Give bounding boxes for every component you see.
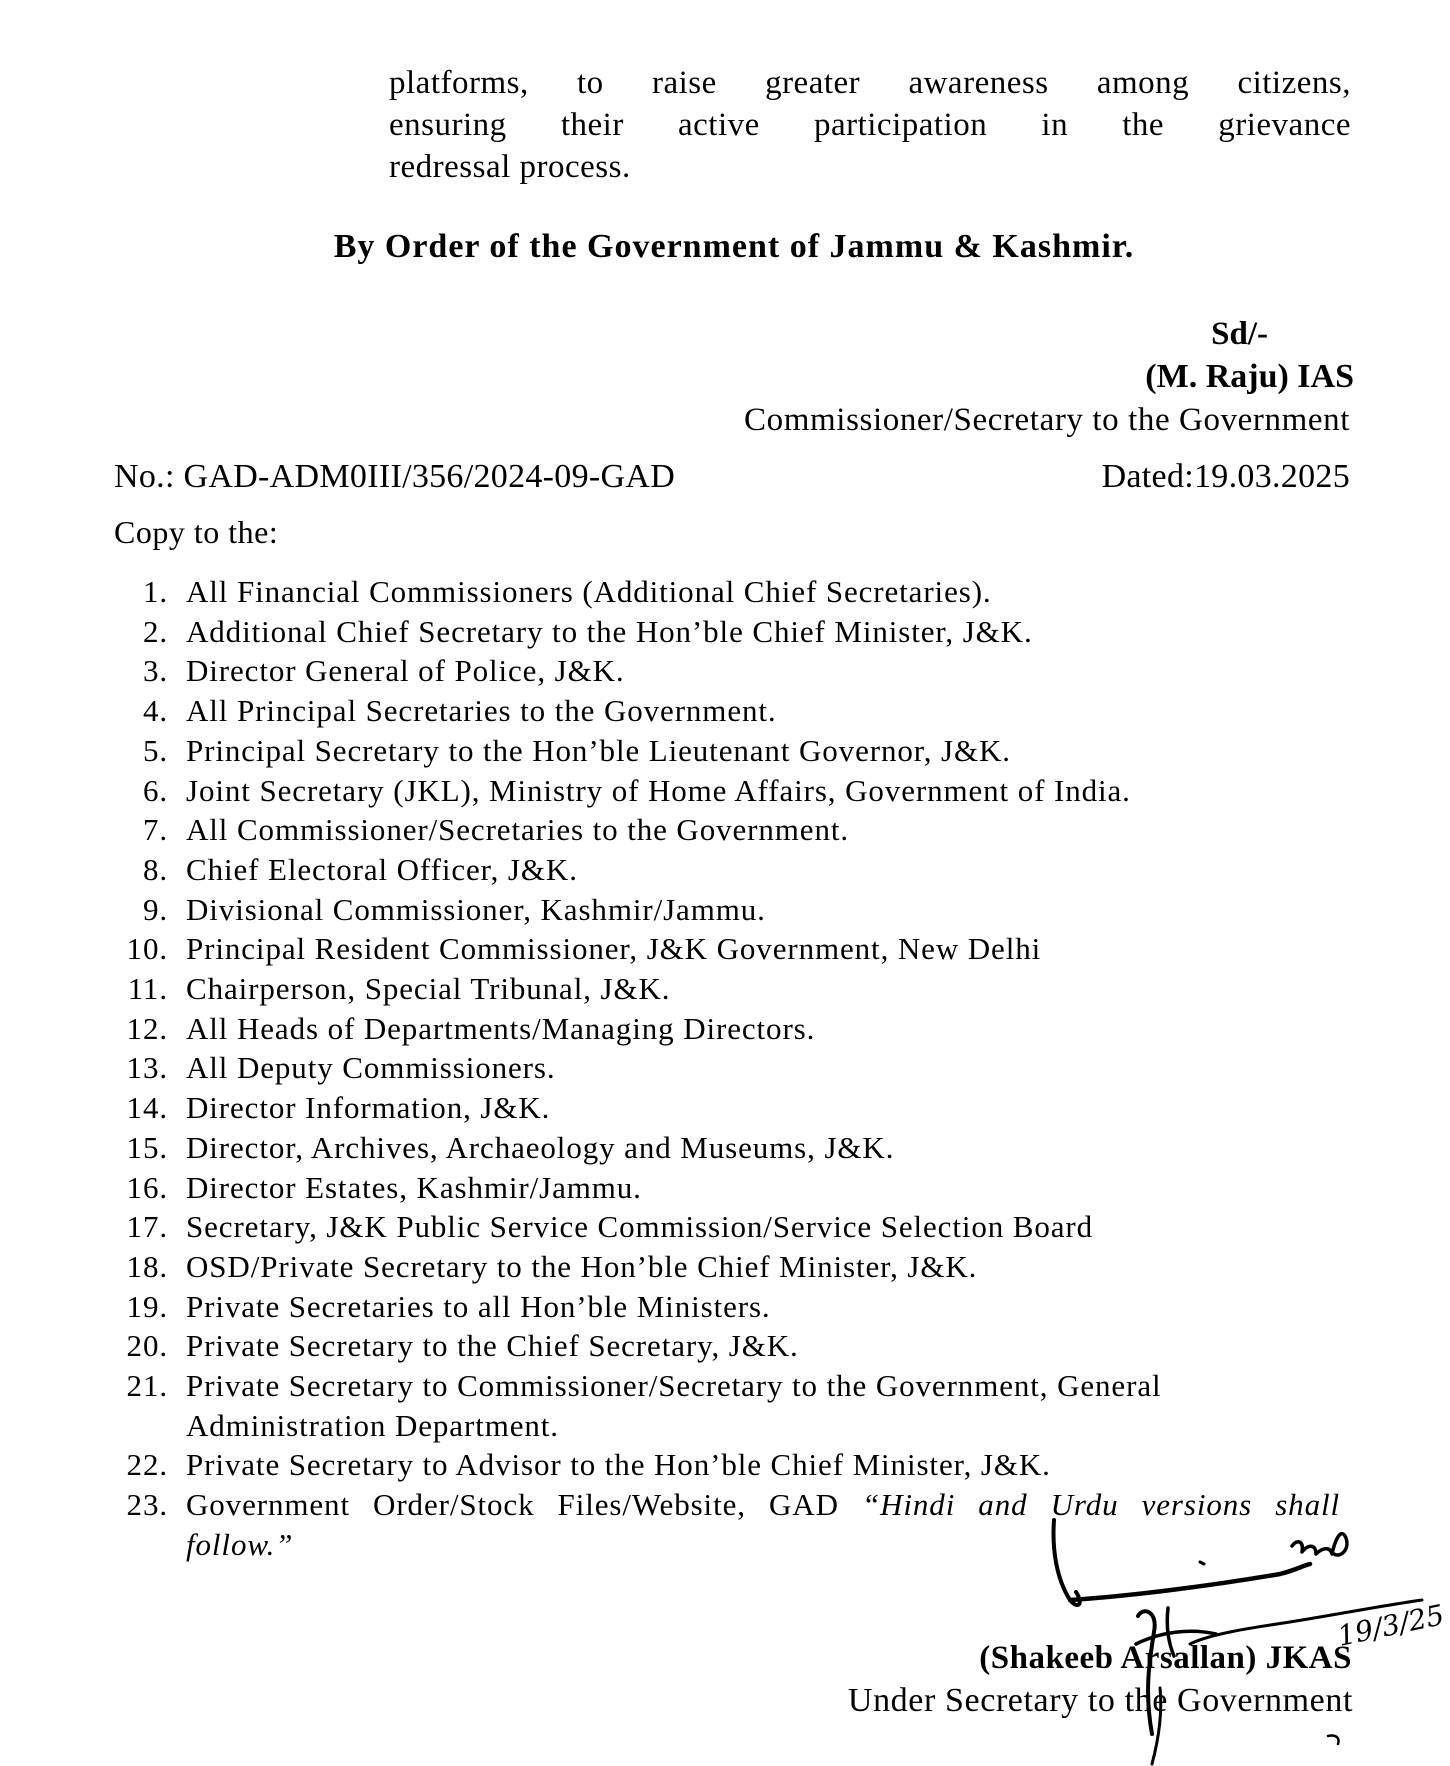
list-item xyxy=(118,1326,1340,1366)
list-item-text: Private Secretary to the Chief Secretary, J&K. xyxy=(186,1328,799,1364)
list-item-text: Secretary, J&K Public Service Commission/Service Selection Board xyxy=(186,1209,1094,1245)
list-item-number: 2. xyxy=(142,613,168,649)
list-item xyxy=(118,929,1340,969)
list-item-number: 18. xyxy=(126,1248,168,1284)
list-item xyxy=(118,1048,1340,1088)
order-authority-line: By Order of the Government of Jammu & Kashmir. xyxy=(333,228,1135,265)
list-item-text: Principal Resident Commissioner, J&K Government, New Delhi xyxy=(186,931,1042,967)
list-item-text: Director Information, J&K. xyxy=(186,1090,551,1126)
list-item-number: 4. xyxy=(142,693,168,729)
list-item-text: All Heads of Departments/Managing Directors. xyxy=(186,1010,816,1046)
copy-to-label: Copy to the: xyxy=(114,514,279,550)
handwritten-signature xyxy=(1040,1508,1450,1766)
list-item-number: 17. xyxy=(126,1209,168,1245)
copy-to-list xyxy=(118,572,1340,1565)
list-item xyxy=(118,1207,1340,1247)
list-item-number: 16. xyxy=(126,1169,168,1205)
closing-paragraph xyxy=(389,62,1351,188)
list-item xyxy=(118,1247,1340,1287)
signature-date-annotation: 19/3/25 xyxy=(1334,1598,1448,1653)
list-item xyxy=(118,850,1340,890)
list-item-number: 19. xyxy=(126,1288,168,1324)
list-item-text: Divisional Commissioner, Kashmir/Jammu. xyxy=(186,891,766,927)
list-item-number: 13. xyxy=(126,1050,168,1086)
list-item-text: Director, Archives, Archaeology and Museums, J&K. xyxy=(186,1129,895,1165)
list-item xyxy=(118,969,1340,1009)
list-item-text: Principal Secretary to the Hon’ble Lieutenant Governor, J&K. xyxy=(186,732,1011,768)
list-item-text: Director General of Police, J&K. xyxy=(186,653,625,689)
list-item-number: 10. xyxy=(126,931,168,967)
list-item-number: 12. xyxy=(126,1010,168,1046)
list-item xyxy=(118,1009,1340,1049)
list-item-number: 15. xyxy=(126,1129,168,1165)
under-secretary-designation: Under Secretary to the Government xyxy=(847,1682,1353,1719)
list-item-number: 9. xyxy=(142,891,168,927)
signatory-name: (M. Raju) IAS xyxy=(1145,358,1354,395)
list-item-main-text: Government Order/Stock Files/Website, GAD xyxy=(186,1487,862,1523)
order-date: Dated:19.03.2025 xyxy=(1101,458,1350,495)
under-secretary-name: (Shakeeb Arsallan) JKAS xyxy=(979,1640,1352,1676)
list-item xyxy=(118,1287,1340,1327)
list-item-text: Chairperson, Special Tribunal, J&K. xyxy=(186,971,671,1007)
list-item-number: 7. xyxy=(142,812,168,848)
list-item-number: 14. xyxy=(126,1090,168,1126)
list-item xyxy=(118,1088,1340,1128)
list-item xyxy=(118,731,1340,771)
list-item xyxy=(118,771,1340,811)
list-item xyxy=(118,651,1340,691)
list-item-number: 23. xyxy=(126,1487,168,1523)
list-item xyxy=(118,1445,1340,1485)
signatory-designation: Commissioner/Secretary to the Government xyxy=(744,402,1350,438)
list-item xyxy=(118,810,1340,850)
list-item-text: All Deputy Commissioners. xyxy=(186,1050,556,1086)
list-item-text: All Financial Commissioners (Additional Chief Secretaries). xyxy=(186,574,992,609)
list-item xyxy=(118,890,1340,930)
list-item xyxy=(118,572,1340,612)
list-item-text: Joint Secretary (JKL), Ministry of Home Affairs, Government of India. xyxy=(186,772,1131,808)
list-item-number: 21. xyxy=(126,1368,168,1404)
list-item xyxy=(118,612,1340,652)
list-item-text: All Principal Secretaries to the Government. xyxy=(186,693,777,729)
list-item-text: Private Secretaries to all Hon’ble Ministers. xyxy=(186,1288,771,1324)
list-item-number: 3. xyxy=(142,653,168,689)
list-item-number: 20. xyxy=(126,1328,168,1364)
list-item-text: OSD/Private Secretary to the Hon’ble Chief Minister, J&K. xyxy=(186,1248,978,1284)
list-item-text: Additional Chief Secretary to the Hon’ble Chief Minister, J&K. xyxy=(186,613,1033,649)
list-item-italic-note: “Hindi and Urdu versions shall follow.” xyxy=(186,1487,1340,1562)
list-item xyxy=(118,1366,1340,1445)
order-number: No.: GAD-ADM0III/356/2024-09-GAD xyxy=(114,458,676,495)
list-item-text: Director Estates, Kashmir/Jammu. xyxy=(186,1169,642,1205)
list-item-text: Private Secretary to Advisor to the Hon’ble Chief Minister, J&K. xyxy=(186,1447,1051,1483)
list-item-number: 8. xyxy=(142,851,168,887)
list-item-number: 22. xyxy=(126,1447,168,1483)
list-item-text: Private Secretary to Commissioner/Secretary to the Government, General Administration Department. xyxy=(186,1368,1162,1443)
list-item-text: All Commissioner/Secretaries to the Government. xyxy=(186,812,850,848)
list-item xyxy=(118,1168,1340,1208)
list-item xyxy=(118,1128,1340,1168)
list-item-number: 5. xyxy=(142,732,168,768)
list-item-number: 6. xyxy=(142,772,168,808)
paragraph-line: platforms, to raise greater awareness among citizens, xyxy=(389,65,1351,101)
list-item-number: 1. xyxy=(142,574,168,609)
signed-mark: Sd/- xyxy=(1211,316,1268,352)
paragraph-line: ensuring their active participation in the grievance xyxy=(389,107,1351,143)
list-item-text: Chief Electoral Officer, J&K. xyxy=(186,851,578,887)
paragraph-line: redressal process. xyxy=(389,149,631,185)
list-item-number: 11. xyxy=(127,971,168,1007)
list-item xyxy=(118,691,1340,731)
